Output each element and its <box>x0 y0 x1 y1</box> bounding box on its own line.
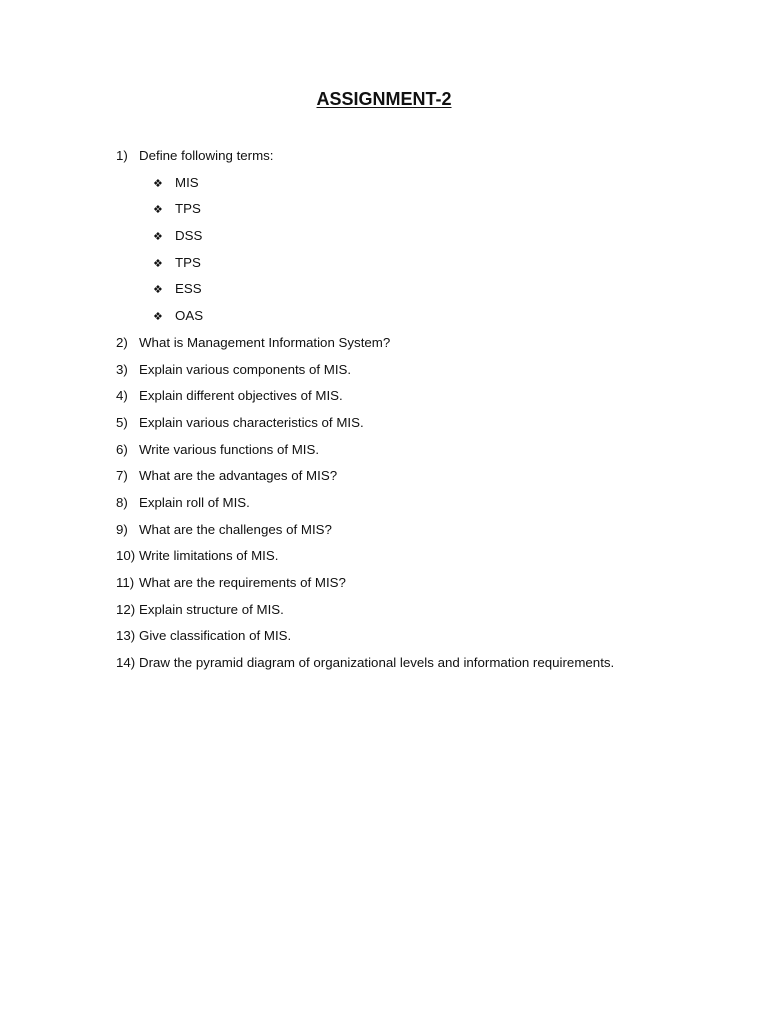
term-item <box>116 281 736 308</box>
question-item <box>116 388 736 415</box>
term-item <box>116 255 736 282</box>
question-item <box>116 468 736 495</box>
question-item <box>116 415 736 442</box>
question-text: What are the advantages of MIS? <box>139 468 338 484</box>
question-text: What are the requirements of MIS? <box>139 575 346 590</box>
term-text: TPS <box>175 254 201 270</box>
term-item <box>116 308 736 335</box>
question-text: Define following terms: <box>139 148 274 163</box>
question-text: Explain different objectives of MIS. <box>139 388 343 404</box>
question-item <box>116 522 736 549</box>
question-number: 7) <box>116 468 128 484</box>
question-number: 13) <box>116 628 136 644</box>
question-text: Write limitations of MIS. <box>139 548 279 564</box>
diamond-bullet-icon: ❖ <box>153 230 163 244</box>
question-item <box>116 655 736 682</box>
question-text: What is Management Information System? <box>139 334 391 350</box>
term-item <box>116 228 736 255</box>
question-number: 14) <box>116 655 136 671</box>
diamond-bullet-icon: ❖ <box>153 176 163 190</box>
question-number: 5) <box>116 414 128 430</box>
question-text: Give classification of MIS. <box>139 628 292 644</box>
question-item <box>116 548 736 575</box>
term-text: TPS <box>175 201 201 217</box>
title-text: ASSIGNMENT-2 <box>316 89 452 109</box>
question-list <box>116 148 736 682</box>
question-number: 10) <box>116 548 136 564</box>
question-number: 4) <box>116 388 128 404</box>
question-item <box>116 602 736 629</box>
term-text: OAS <box>175 308 204 324</box>
question-number: 12) <box>116 601 136 617</box>
question-number: 3) <box>116 361 128 377</box>
question-text: Draw the pyramid diagram of organizational levels and information requirements. <box>139 655 615 671</box>
question-number: 8) <box>116 494 128 510</box>
question-item <box>116 442 736 469</box>
diamond-bullet-icon: ❖ <box>153 310 163 324</box>
question-text: What are the challenges of MIS? <box>139 521 332 537</box>
question-item <box>116 575 736 602</box>
question-item <box>116 628 736 655</box>
term-text: MIS <box>175 174 199 190</box>
question-item <box>116 362 736 389</box>
term-text: DSS <box>175 228 203 244</box>
question-number: 1) <box>116 148 128 163</box>
question-item <box>116 495 736 522</box>
question-number: 11) <box>116 575 135 590</box>
term-item <box>116 175 736 202</box>
question-text: Explain various components of MIS. <box>139 361 352 377</box>
question-text: Explain structure of MIS. <box>139 601 284 617</box>
question-number: 2) <box>116 334 128 350</box>
question-text: Explain roll of MIS. <box>139 494 250 510</box>
question-number: 6) <box>116 441 128 457</box>
question-text: Write various functions of MIS. <box>139 441 320 457</box>
diamond-bullet-icon: ❖ <box>153 283 163 297</box>
term-item <box>116 201 736 228</box>
diamond-bullet-icon: ❖ <box>153 256 163 270</box>
term-text: ESS <box>175 281 202 297</box>
question-item <box>116 148 736 175</box>
question-text: Explain various characteristics of MIS. <box>139 414 364 430</box>
question-number: 9) <box>116 521 128 537</box>
question-item <box>116 335 736 362</box>
diamond-bullet-icon: ❖ <box>153 203 163 217</box>
page-title <box>0 88 768 110</box>
